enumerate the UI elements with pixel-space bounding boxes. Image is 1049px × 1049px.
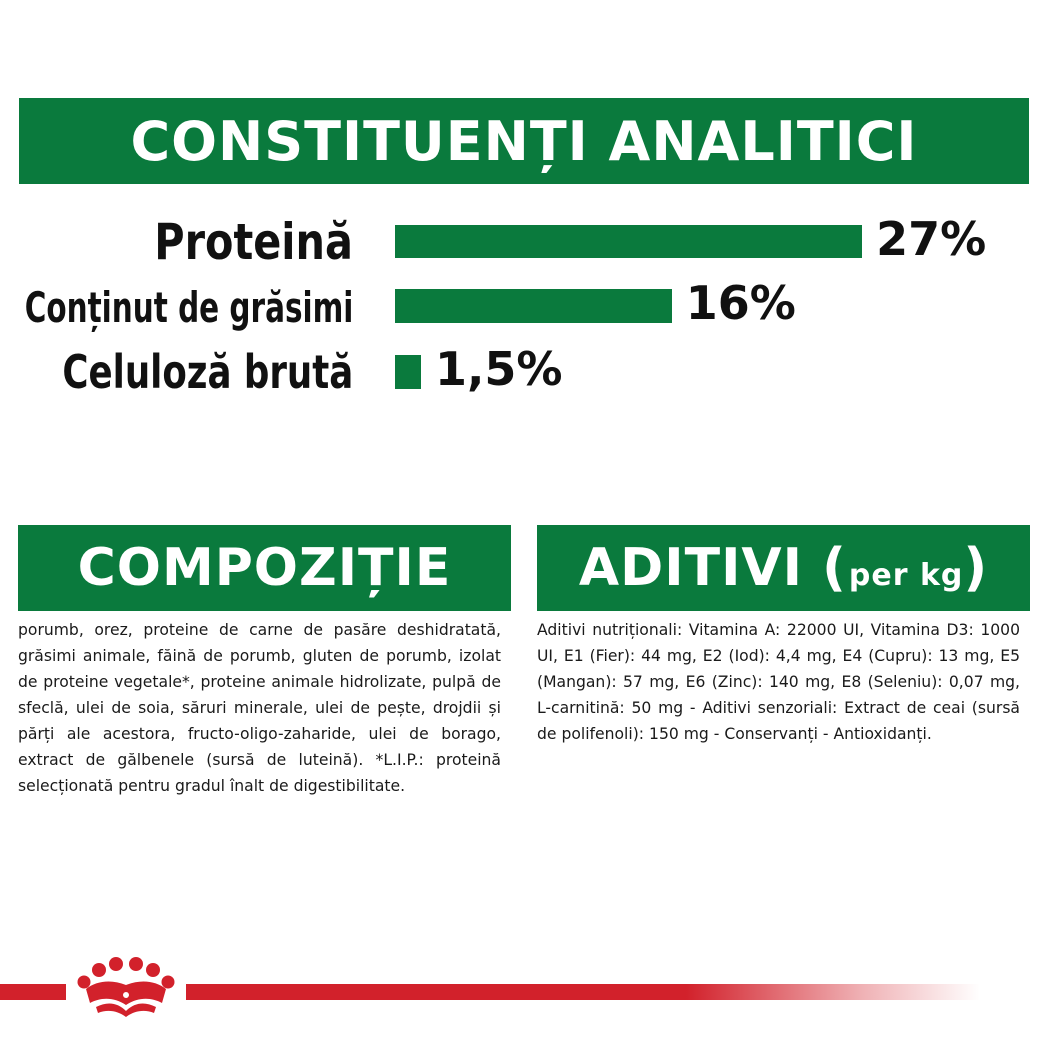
additives-title-main: ADITIVI ( xyxy=(578,538,847,598)
analytic-value: 16% xyxy=(685,276,796,330)
additives-banner xyxy=(537,525,1030,611)
composition-banner xyxy=(18,525,511,611)
analytic-bar xyxy=(395,355,421,389)
analytic-value: 1,5% xyxy=(434,342,563,396)
royal-canin-crown-icon xyxy=(66,955,186,1019)
additives-title-close: ) xyxy=(963,538,989,598)
analytic-constituents-title: CONSTITUENȚI ANALITICI xyxy=(130,109,918,173)
additives-title-unit: per kg xyxy=(848,558,964,593)
additives-title xyxy=(579,538,988,598)
analytic-constituents-banner xyxy=(19,98,1029,184)
composition-title: COMPOZIȚIE xyxy=(77,538,452,598)
analytic-value: 27% xyxy=(876,211,987,266)
additives-text: Aditivi nutriționali: Vitamina A: 22000 UI, Vitamina D3: 1000 UI, E1 (Fier): 44 mg, E2 (Iod): 4,4 mg, E4 (Cupru): 13 mg, E5 (Mangan): 57 mg, E6 (Zinc): 140 mg, E8 (Seleniu): 0,07 mg, L-carnitină: 50 mg - Aditivi senzoriali: Extract de ceai (sursă de polifenoli): 150 mg - Conservanți - Antioxidanți. xyxy=(537,621,1020,743)
analytic-label: Celuloză brută xyxy=(62,345,353,400)
analytic-label: Proteină xyxy=(154,213,353,271)
analytic-bar xyxy=(395,225,862,258)
analytic-bar xyxy=(395,289,672,323)
analytic-label: Conținut de grăsimi xyxy=(24,282,353,332)
composition-text: porumb, orez, proteine de carne de pasăre deshidratată, grăsimi animale, făină de porumb, gluten de porumb, izolat de proteine vegetale*, proteine animale hidrolizate, pulpă de sfeclă, ulei de soia, săruri minerale, ulei de pește, drojdii și părți ale acestora, fructo-oligo-zaharide, ulei de borago, extract de gălbenele (sursă de luteină). *L.I.P.: proteină selecționată pentru gradul înalt de digestibilitate. xyxy=(18,621,501,795)
